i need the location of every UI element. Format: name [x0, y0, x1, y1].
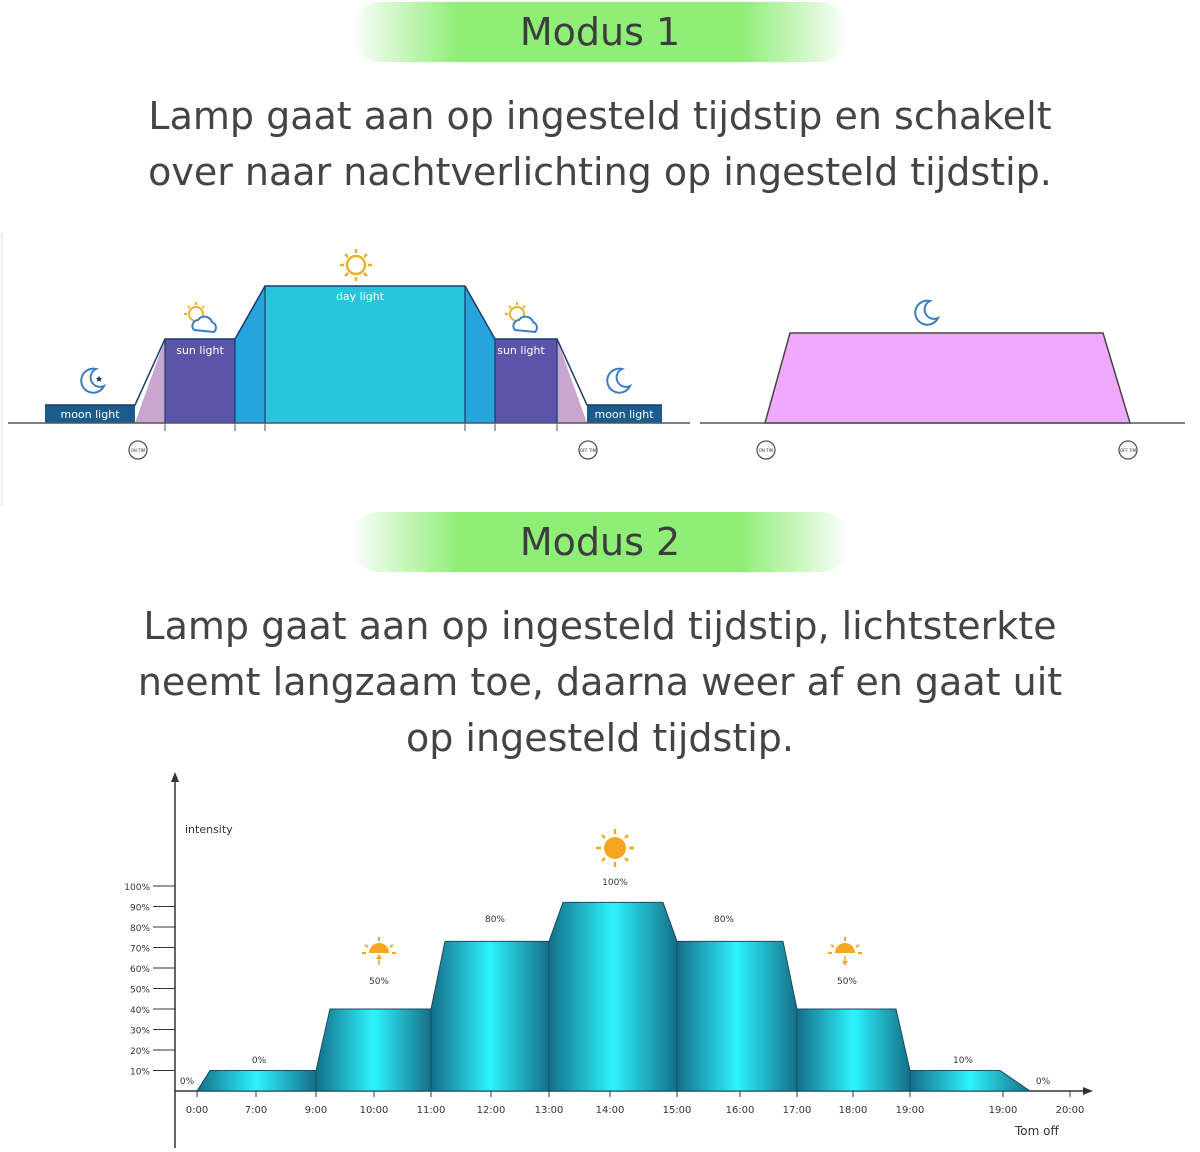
intensity-step: [910, 1071, 1030, 1092]
y-tick-label: 70%: [129, 944, 150, 955]
transition-down-block: [465, 286, 495, 423]
step-label: 100%: [602, 878, 628, 888]
x-tick-label: 14:00: [595, 1105, 625, 1116]
x-ticks: [186, 1091, 1085, 1116]
step-label: 0%: [1035, 1077, 1051, 1087]
ramp-up-block: [135, 339, 165, 423]
on-timer-label-2: ON TIM: [758, 448, 774, 453]
x-tick-label: 17:00: [782, 1105, 812, 1116]
moon-icon-2: [607, 369, 630, 393]
mode2-description-line: Lamp gaat aan op ingesteld tijdstip, lichtsterkte: [143, 604, 1057, 648]
day-light-block: [265, 286, 465, 423]
off-timer-label-2: OFF TIM: [1119, 448, 1137, 453]
x-tick-label: 19:00: [895, 1105, 925, 1116]
y-tick-label: 100%: [124, 883, 150, 893]
y-ticks: [124, 883, 175, 1078]
off-timer-icon-2: [1119, 441, 1137, 459]
y-tick-label: 30%: [129, 1026, 150, 1037]
x-tick-label: 11:00: [416, 1105, 446, 1116]
on-timer-icon: [129, 441, 147, 459]
step-label: 10%: [952, 1056, 974, 1066]
mode1-right-schedule: [700, 301, 1185, 459]
y-axis-arrow: [171, 772, 179, 782]
x-tick-label: 15:00: [662, 1105, 692, 1116]
sun-cloud-icon-2: [505, 302, 537, 332]
intensity-step: [431, 941, 549, 1091]
mode2-title: Modus 2: [350, 512, 850, 572]
y-tick-label: 60%: [129, 965, 150, 975]
moon-icon-3: [915, 301, 938, 325]
sun-cloud-icon: [184, 302, 216, 332]
sun-light-label-2: sun light: [497, 344, 545, 357]
x-tick-label: 9:00: [304, 1105, 328, 1116]
step-label: 50%: [368, 977, 390, 987]
on-timer-icon-2: [757, 441, 775, 459]
sun-light-label: sun light: [176, 344, 224, 357]
intensity-step: [797, 1009, 910, 1091]
mode2-chart: [0, 768, 1200, 1152]
x-axis-arrow: [1083, 1087, 1093, 1095]
mode1-description: [60, 88, 1140, 200]
x-tick-label: 13:00: [534, 1105, 564, 1116]
intensity-step: [677, 941, 797, 1091]
sunset-icon: [828, 937, 862, 966]
intensity-area: [197, 902, 1030, 1091]
night-light-block: [765, 333, 1130, 423]
off-timer-label: OFF TIM: [579, 448, 597, 453]
x-tick-label: 0:00: [185, 1105, 209, 1116]
day-light-label: day light: [335, 290, 385, 303]
y-tick-label: 10%: [129, 1067, 150, 1078]
mode2-description-line: neemt langzaam toe, daarna weer af en gaat uit: [137, 660, 1063, 704]
y-tick-label: 40%: [129, 1006, 150, 1016]
y-axis-label: intensity: [185, 823, 233, 836]
x-tick-label: 10:00: [359, 1105, 389, 1116]
mode1-description-line: Lamp gaat aan op ingesteld tijdstip en schakelt: [148, 94, 1052, 138]
step-label: 80%: [484, 915, 506, 925]
x-tick-label: 7:00: [244, 1105, 268, 1116]
x-tick-label: 19:00: [988, 1105, 1018, 1116]
step-label: 80%: [713, 915, 735, 925]
sun-icon: [596, 829, 634, 867]
moon-light-label-2: moon light: [594, 408, 654, 421]
x-tick-label: 16:00: [725, 1105, 755, 1116]
intensity-step: [549, 902, 677, 1091]
x-tick-label: 20:00: [1055, 1105, 1085, 1116]
sun-icon: [340, 249, 372, 281]
intensity-step: [197, 1071, 316, 1092]
mode1-description-line: over naar nachtverlichting op ingesteld tijdstip.: [148, 150, 1052, 194]
mode1-title: Modus 1: [350, 2, 850, 62]
moon-icon: [81, 369, 104, 393]
y-tick-label: 20%: [129, 1047, 150, 1057]
off-timer-icon: [579, 441, 597, 459]
intensity-step: [316, 1009, 431, 1091]
sunrise-icon: [362, 937, 396, 965]
step-label: 0%: [251, 1056, 267, 1066]
transition-up-block: [235, 286, 265, 423]
step-label: 0%: [179, 1077, 195, 1087]
mode2-description-line: op ingesteld tijdstip.: [405, 716, 794, 760]
mode2-description: [60, 598, 1140, 766]
y-tick-label: 90%: [129, 903, 150, 914]
x-tick-label: 12:00: [476, 1105, 506, 1116]
x-tick-label: 18:00: [838, 1105, 868, 1116]
y-tick-label: 50%: [129, 985, 150, 996]
moon-light-label: moon light: [60, 408, 120, 421]
on-timer-label: ON TIM: [130, 448, 146, 453]
step-label: 50%: [836, 977, 858, 987]
mode1-diagram: [0, 228, 1200, 508]
x-axis-label: Tom off: [1015, 1124, 1059, 1138]
mode1-left-schedule: [8, 249, 690, 459]
y-tick-label: 80%: [129, 924, 150, 934]
ramp-down-block: [557, 339, 587, 423]
